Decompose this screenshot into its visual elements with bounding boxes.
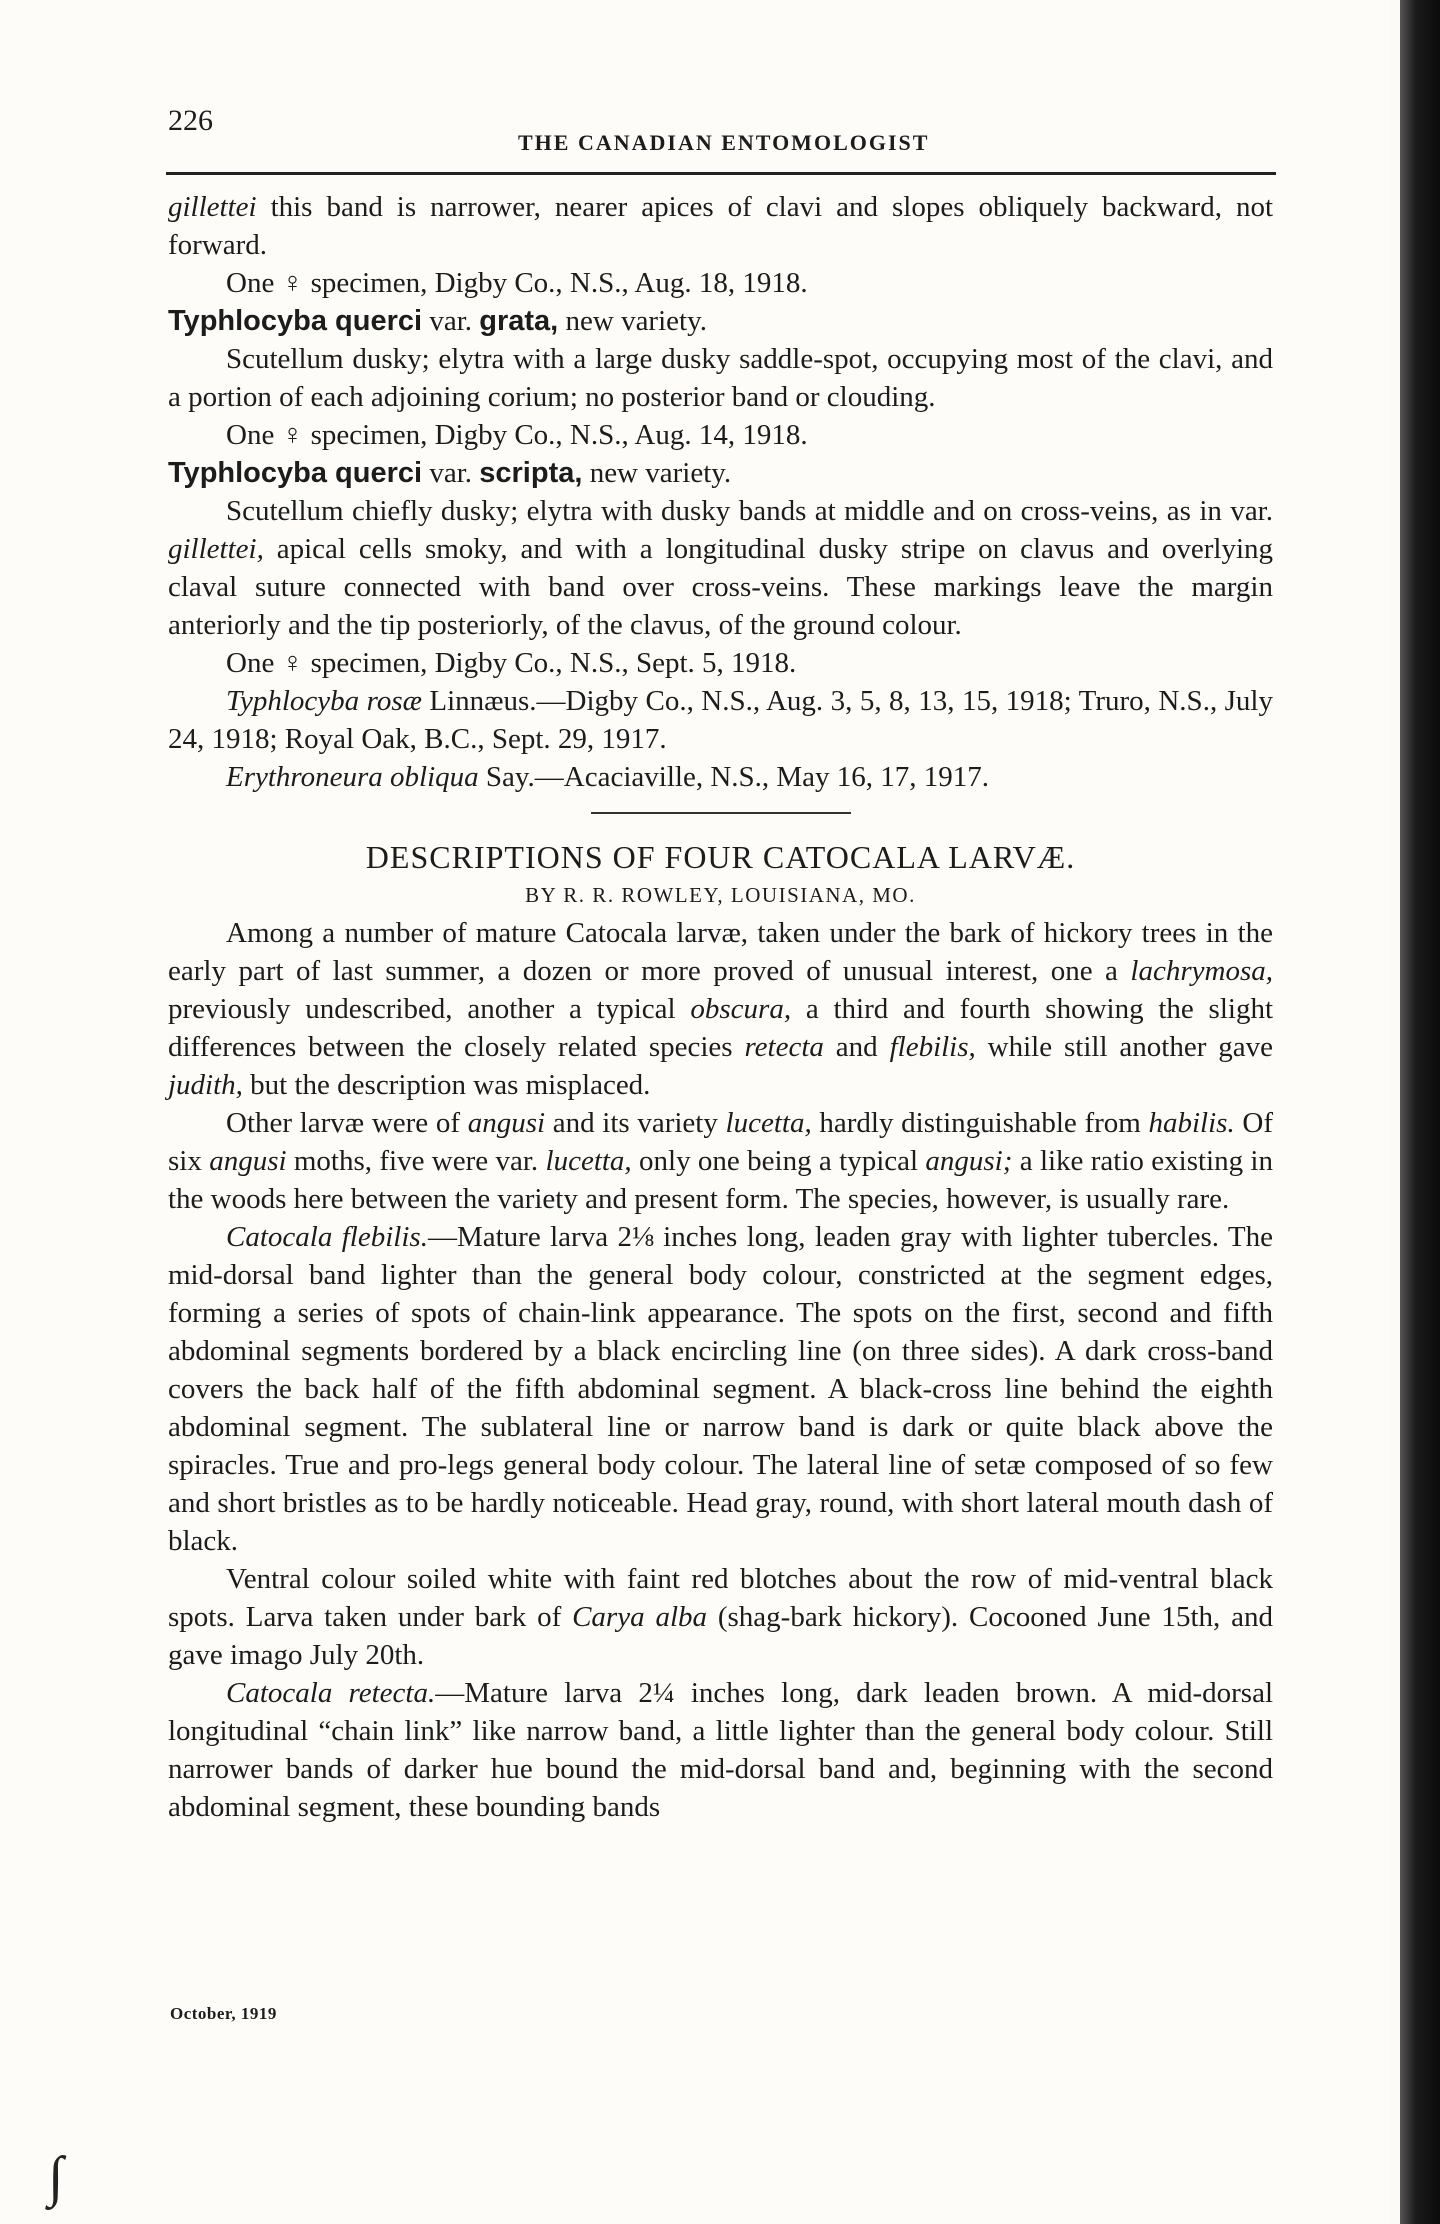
running-head: THE CANADIAN ENTOMOLOGIST [518,130,930,155]
grata-description: Scutellum dusky; elytra with a large dusky saddle-spot, occupying most of the clavi, and a portion of each adjoining corium; no posterior band or clouding. [168,343,1273,413]
obliqua-record: Erythroneura obliqua Say.—Acaciaville, N.S., May 16, 17, 1917. [226,761,990,793]
article-title: DESCRIPTIONS OF FOUR CATOCALA LARVÆ. [365,839,1076,875]
grata-heading: Typhlocyba querci var. grata, new variety. [168,305,707,337]
header-rule [166,172,1276,175]
book-spine-shadow [1400,0,1440,2224]
grata-specimen: One ♀ specimen, Digby Co., N.S., Aug. 14, 1918. [226,419,808,451]
issue-date-footer: October, 1919 [170,2004,277,2023]
retecta-paragraph: Catocala retecta.—Mature larva 2¼ inches long, dark leaden brown. A mid-dorsal longitudinal “chain link” like narrow band, a little lighter than the general body colour. Still narrower bands of darker hue bound the mid-dorsal band and, beginning with the second abdominal segment, these bounding bands [168,1677,1273,1823]
scripta-description: Scutellum chiefly dusky; elytra with dusky bands at middle and on cross-veins, as in var. gillettei, apical cells smoky, and with a longitudinal dusky stripe on clavus and overlying claval suture connected with band over cross-veins. These markings leave the margin anteriorly and the tip posteriorly, of the clavus, of the ground colour. [168,495,1273,641]
page-header [168,104,1268,164]
article-byline: BY R. R. ROWLEY, LOUISIANA, MO. [525,883,916,907]
gillettei-specimen: One ♀ specimen, Digby Co., N.S., Aug. 18, 1918. [226,267,808,299]
ventral-paragraph: Ventral colour soiled white with faint red blotches about the row of mid-ventral black spots. Larva taken under bark of Carya alba (shag-bark hickory). Cocooned June 15th, and gave imago July 20th. [168,1563,1273,1671]
rosae-record: Typhlocyba rosæ Linnæus.—Digby Co., N.S., Aug. 3, 5, 8, 13, 15, 1918; Truro, N.S., July 24, 1918; Royal Oak, B.C., Sept. 29, 1917. [168,685,1273,755]
intro-paragraph: Among a number of mature Catocala larvæ, taken under the bark of hickory trees in the early part of last summer, a dozen or more proved of unusual interest, one a lachrymosa, previously undescribed, another a typical obscura, a third and fourth showing the slight differences between the closely related species retecta and flebilis, while still another gave judith, but the description was misplaced. [168,917,1273,1101]
page-number: 226 [168,104,213,137]
scripta-heading: Typhlocyba querci var. scripta, new variety. [168,457,732,489]
section-separator [591,812,851,814]
page-body [168,188,1273,1826]
gillettei-continuation: gillettei this band is narrower, nearer apices of clavi and slopes obliquely backward, not forward. [168,191,1273,261]
corner-pen-mark: ∫ [48,2146,64,2208]
angusi-paragraph: Other larvæ were of angusi and its variety lucetta, hardly distinguishable from habilis. Of six angusi moths, five were var. lucetta, only one being a typical angusi; a like ratio existing in the woods here between the variety and present form. The species, however, is usually rare. [168,1107,1273,1215]
flebilis-paragraph: Catocala flebilis.—Mature larva 2⅛ inches long, leaden gray with lighter tubercles. The mid-dorsal band lighter than the general body colour, constricted at the segment edges, forming a series of spots of chain-link appearance. The spots on the first, second and fifth abdominal segments bordered by a black encircling line (on three sides). A dark cross-band covers the back half of the fifth abdominal segment. A black-cross line behind the eighth abdominal segment. The sublateral line or narrow band is dark or quite black above the spiracles. True and pro-legs general body colour. The lateral line of setæ composed of so few and short bristles as to be hardly noticeable. Head gray, round, with short lateral mouth dash of black. [168,1221,1273,1557]
scripta-specimen: One ♀ specimen, Digby Co., N.S., Sept. 5, 1918. [226,647,797,679]
